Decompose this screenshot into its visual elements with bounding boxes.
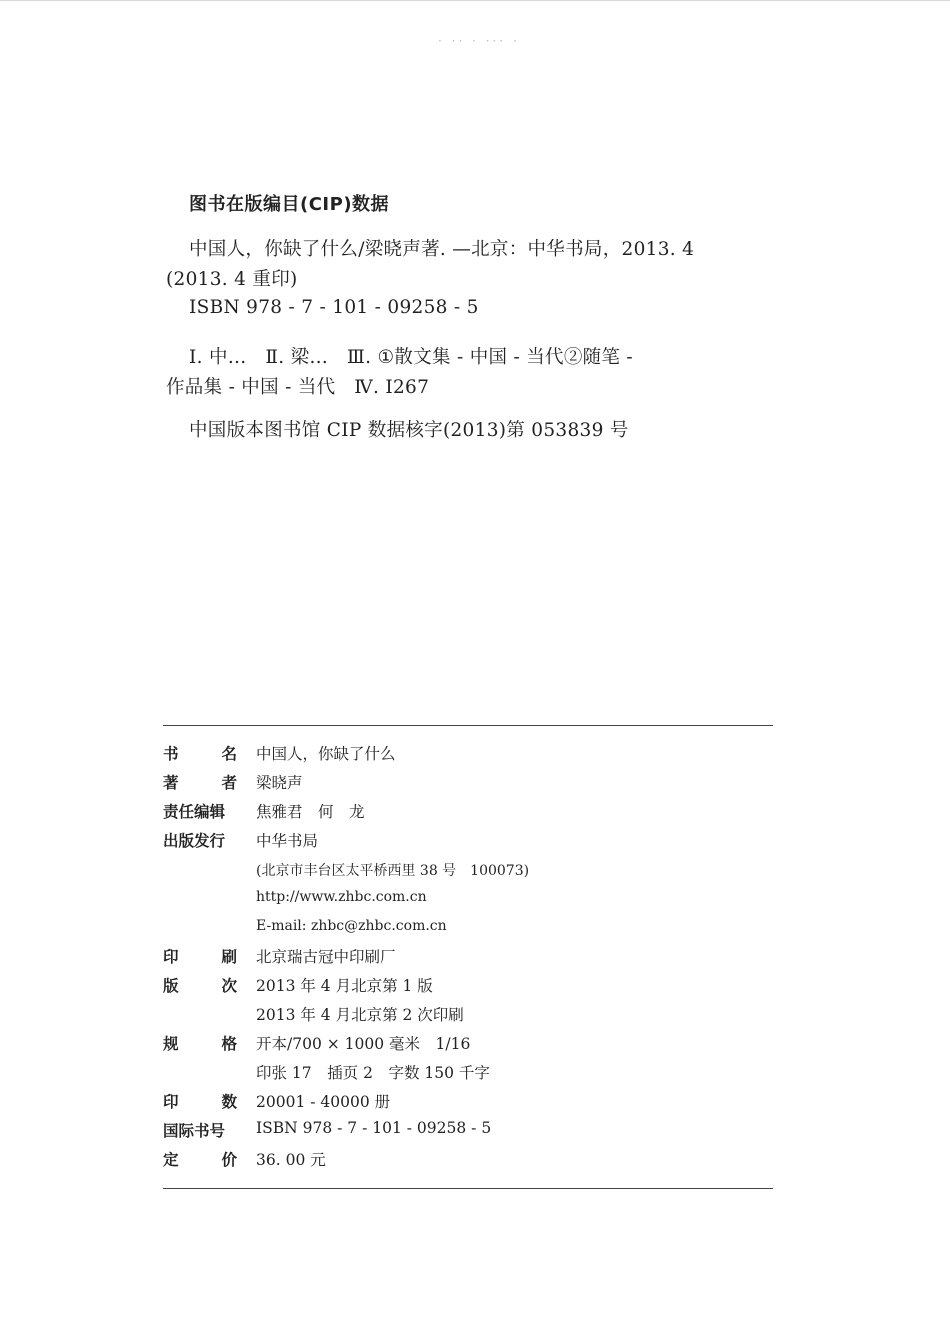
colophon-row-publisher [163,829,773,858]
cip-title: 图书在版编目(CIP)数据 [189,194,390,215]
colophon-label: 责任编辑 [163,803,226,821]
colophon-top-rule [163,725,773,726]
colophon-row-printing [163,1003,773,1032]
cip-subject-line-continued: 作品集 - 中国 - 当代 Ⅳ. I267 [166,377,430,398]
colophon-row-url [163,887,773,916]
colophon-row-address [163,858,773,887]
cip-bibliographic-line: 中国人，你缺了什么/梁晓声著. —北京：中华书局，2013. 4 [189,239,695,260]
colophon-row-isbn [163,1119,773,1148]
print-run: 20001 - 40000 册 [256,1093,391,1111]
publisher-address: (北京市丰台区太平桥西里 38 号 100073) [256,863,530,879]
colophon-table [163,742,773,1177]
book-isbn: ISBN 978 - 7 - 101 - 09258 - 5 [256,1119,492,1137]
colophon-row-author [163,771,773,800]
cip-reprint-line: (2013. 4 重印) [166,269,298,290]
colophon-row-editor [163,800,773,829]
page-top-edge [0,0,950,1]
colophon-row-printer [163,945,773,974]
cip-record-number: 中国版本图书馆 CIP 数据核字(2013)第 053839 号 [189,420,629,441]
colophon-label: 版 次 [163,977,237,995]
colophon-label: 印 刷 [163,948,237,966]
cip-isbn-line: ISBN 978 - 7 - 101 - 09258 - 5 [189,297,479,318]
book-price: 36. 00 元 [256,1151,326,1169]
colophon-label: 规 格 [163,1035,237,1053]
colophon-label: 定 价 [163,1151,237,1169]
edition-printing: 2013 年 4 月北京第 2 次印刷 [256,1006,464,1024]
book-editors: 焦雅君 何 龙 [256,803,365,821]
book-author: 梁晓声 [256,774,303,792]
colophon-row-sheets [163,1061,773,1090]
edition-first: 2013 年 4 月北京第 1 版 [256,977,433,995]
publisher-url: http://www.zhbc.com.cn [256,889,427,905]
book-sheets: 印张 17 插页 2 字数 150 千字 [256,1064,490,1082]
colophon-label: 著 者 [163,774,237,792]
book-printer: 北京瑞古冠中印刷厂 [256,948,396,966]
colophon-row-edition [163,974,773,1003]
colophon-row-title [163,742,773,771]
colophon-label: 印 数 [163,1093,237,1111]
publisher-email: E-mail: zhbc@zhbc.com.cn [256,918,447,934]
colophon-bottom-rule [163,1188,773,1189]
colophon-label: 国际书号 [163,1122,226,1140]
colophon-label: 书 名 [163,745,237,763]
scan-artifact: · ·· · ··· · [438,34,520,48]
book-format: 开本/700 × 1000 毫米 1/16 [256,1035,471,1053]
cip-subject-line: Ⅰ. 中… Ⅱ. 梁… Ⅲ. ①散文集 - 中国 - 当代②随笔 - [189,347,633,368]
colophon-row-email [163,916,773,945]
book-title: 中国人，你缺了什么 [256,745,396,763]
book-publisher: 中华书局 [256,832,319,850]
colophon-row-print-run [163,1090,773,1119]
colophon-label: 出版发行 [163,832,226,850]
colophon-row-specs [163,1032,773,1061]
colophon-row-price [163,1148,773,1177]
